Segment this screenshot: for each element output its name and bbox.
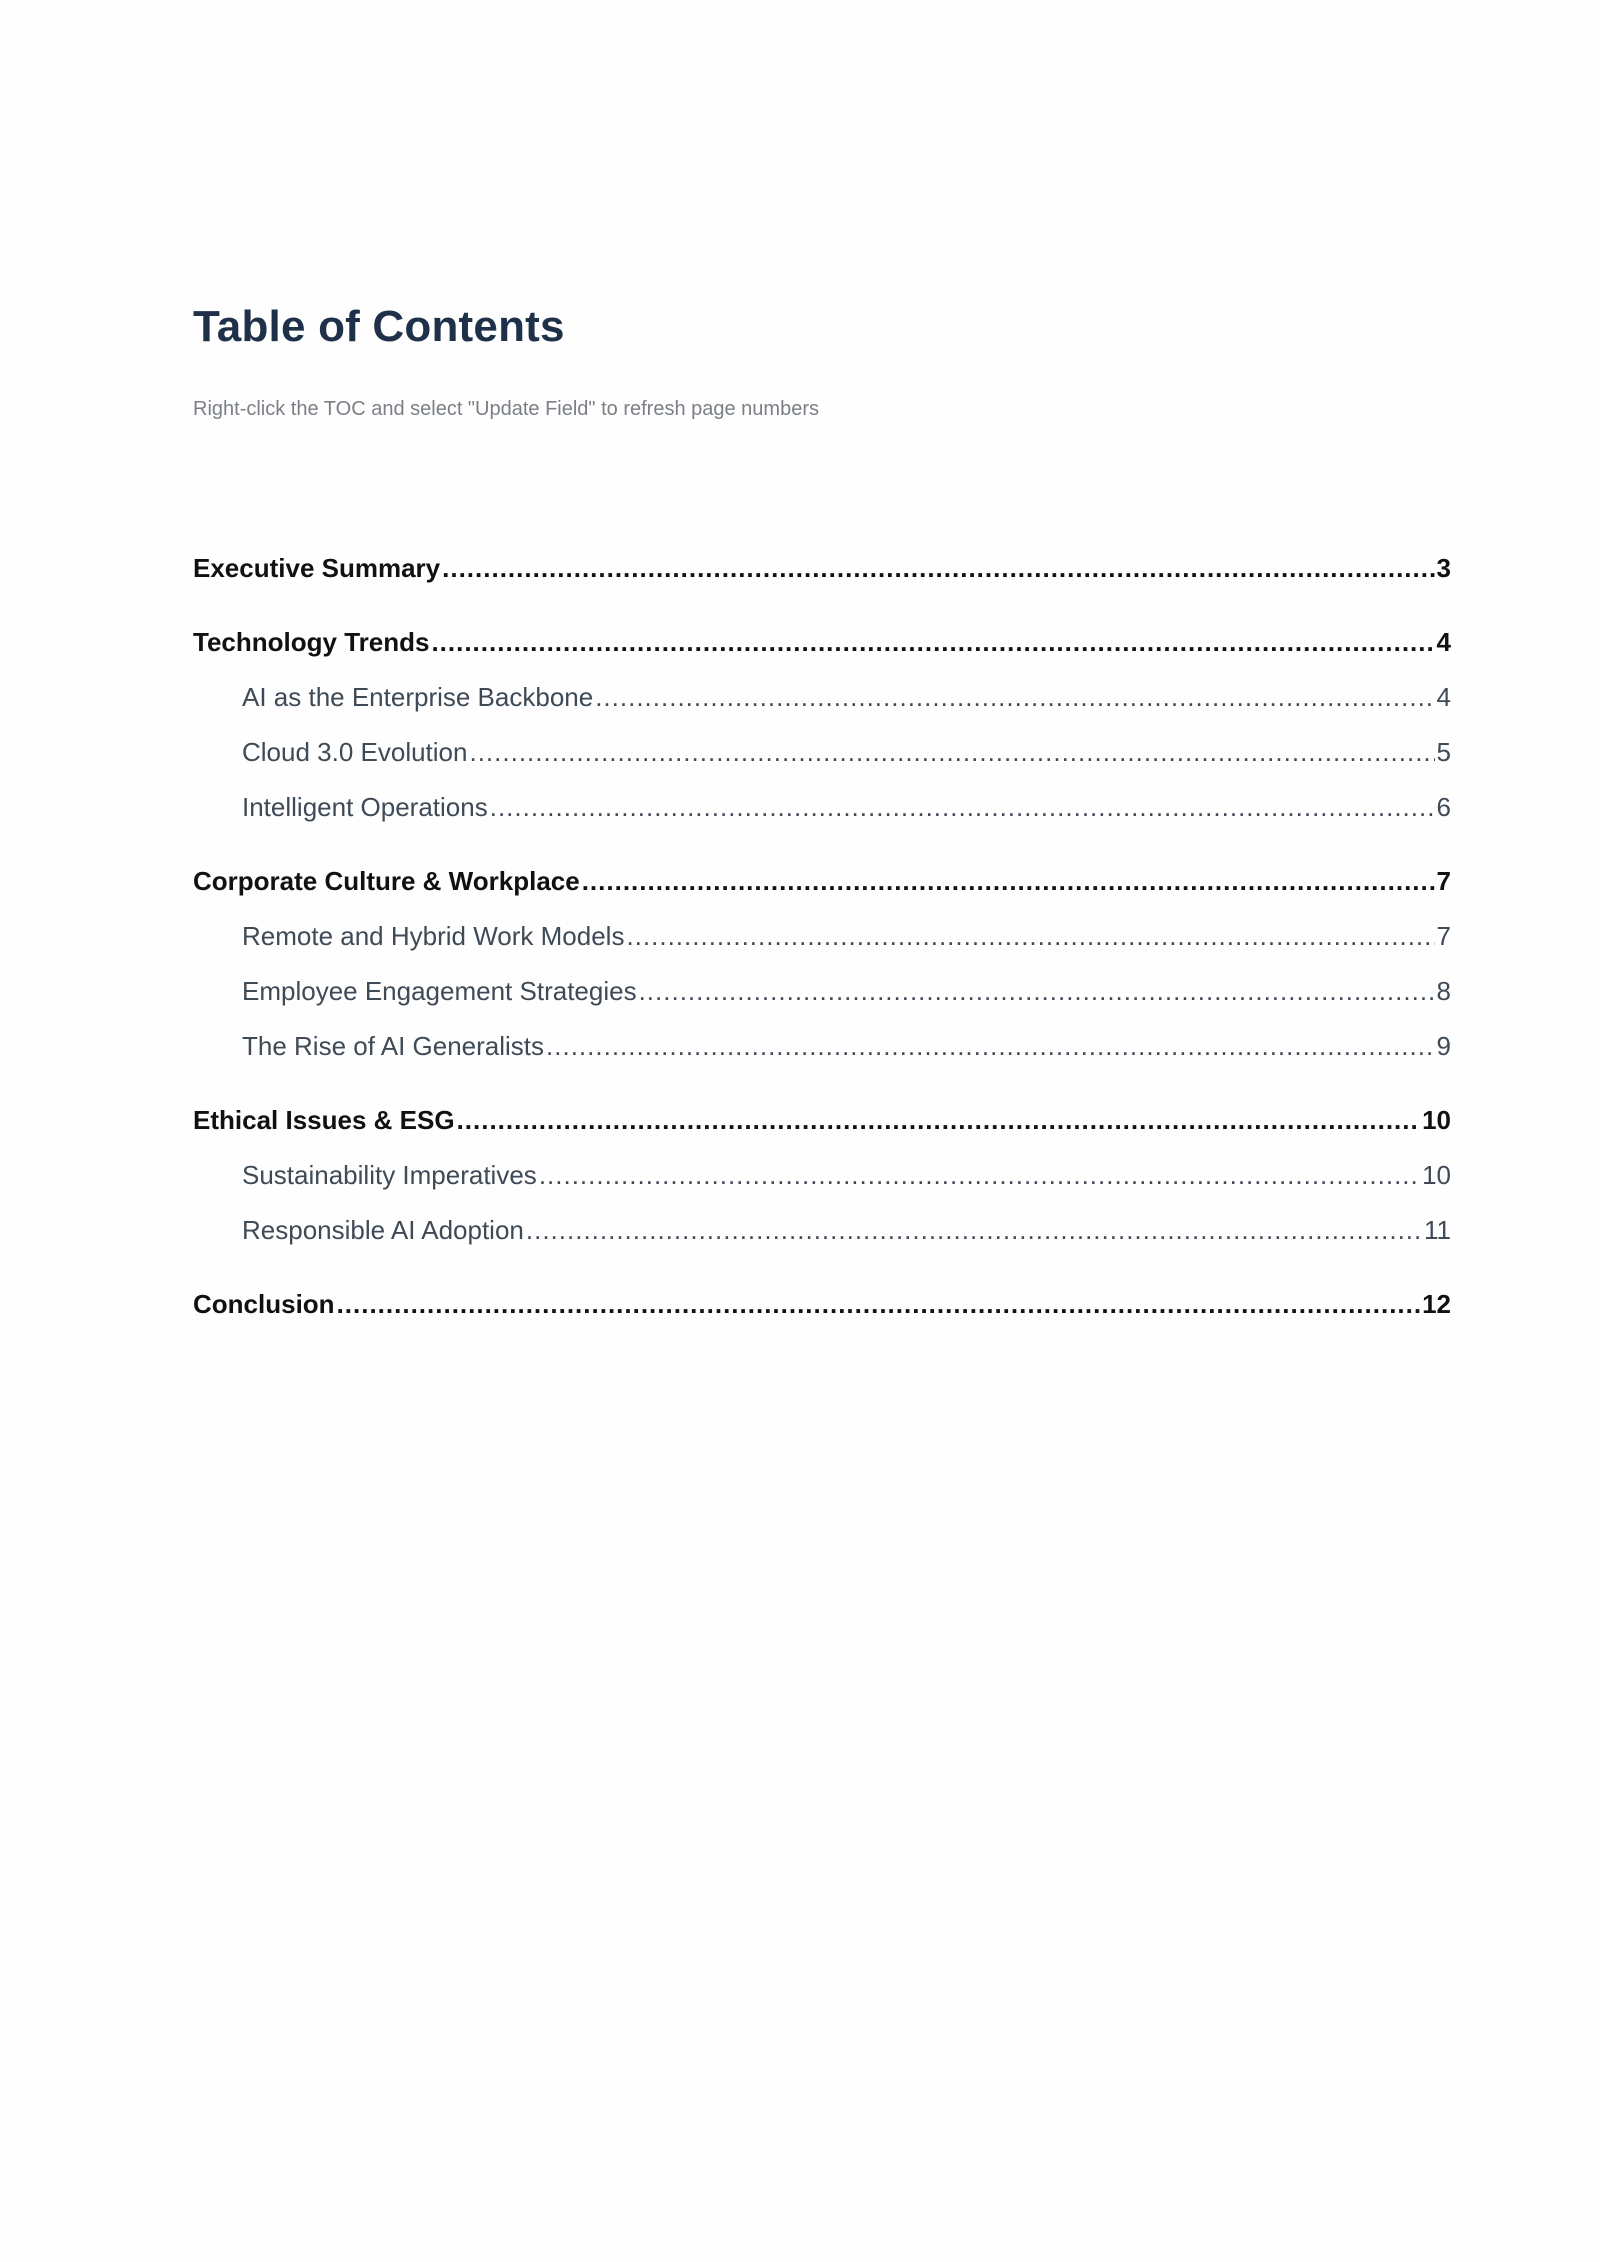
toc-dot-leader — [490, 780, 1435, 835]
toc-entry-label: Technology Trends — [193, 627, 430, 657]
toc-entry-corporate-culture[interactable] — [193, 853, 1451, 909]
toc-entry-label: Intelligent Operations — [242, 792, 488, 822]
toc-entry-sustainability-imperatives[interactable] — [193, 1148, 1451, 1203]
toc-page-number: 3 — [1436, 553, 1451, 583]
toc-entry-responsible-ai-adoption[interactable] — [193, 1203, 1451, 1258]
toc-entry-executive-summary[interactable] — [193, 540, 1451, 596]
toc-page-number: 4 — [1436, 627, 1451, 657]
toc-dot-leader — [539, 1148, 1420, 1203]
toc-entry-technology-trends[interactable] — [193, 614, 1451, 670]
toc-entry-ai-generalists[interactable] — [193, 1019, 1451, 1074]
toc-entry-intelligent-operations[interactable] — [193, 780, 1451, 835]
toc-entry-label: AI as the Enterprise Backbone — [242, 682, 594, 712]
toc-entry-label: Employee Engagement Strategies — [242, 976, 637, 1006]
toc-page-number: 10 — [1422, 1160, 1451, 1190]
toc-page-number: 5 — [1436, 737, 1451, 767]
toc-page-number: 7 — [1436, 921, 1451, 951]
toc-entry-employee-engagement[interactable] — [193, 964, 1451, 1019]
toc-entry-ai-enterprise-backbone[interactable] — [193, 670, 1451, 725]
toc-entry-label: Executive Summary — [193, 553, 441, 583]
toc-page-number: 11 — [1424, 1215, 1451, 1245]
toc-entry-label: Ethical Issues & ESG — [193, 1105, 455, 1135]
toc-dot-leader — [546, 1019, 1435, 1074]
toc-page-number: 12 — [1422, 1289, 1451, 1319]
toc-entry-label: Cloud 3.0 Evolution — [242, 737, 468, 767]
toc-hint: Right-click the TOC and select "Update Field" to refresh page numbers — [193, 398, 819, 420]
toc-dot-leader — [457, 1092, 1421, 1148]
toc-dot-leader — [526, 1203, 1422, 1258]
toc-page-number: 4 — [1436, 682, 1451, 712]
toc-entry-label: Sustainability Imperatives — [242, 1160, 537, 1190]
toc-page-number: 10 — [1422, 1105, 1451, 1135]
toc-page-number: 8 — [1436, 976, 1451, 1006]
toc-entry-conclusion[interactable] — [193, 1276, 1451, 1332]
toc-dot-leader — [626, 909, 1434, 964]
toc-dot-leader — [431, 614, 1434, 670]
toc-page-number: 6 — [1436, 792, 1451, 822]
toc-page-number: 7 — [1436, 866, 1451, 896]
toc-dot-leader — [469, 725, 1434, 780]
toc-entry-label: Responsible AI Adoption — [242, 1215, 524, 1245]
toc-dot-leader — [595, 670, 1434, 725]
toc-list — [193, 540, 1451, 1332]
toc-title: Table of Contents — [193, 302, 565, 351]
toc-dot-leader — [442, 540, 1434, 596]
toc-entry-cloud-evolution[interactable] — [193, 725, 1451, 780]
toc-entry-ethical-issues-esg[interactable] — [193, 1092, 1451, 1148]
toc-entry-label: Remote and Hybrid Work Models — [242, 921, 625, 951]
toc-dot-leader — [639, 964, 1435, 1019]
toc-dot-leader — [582, 853, 1435, 909]
toc-entry-remote-hybrid-work[interactable] — [193, 909, 1451, 964]
toc-page-number: 9 — [1436, 1031, 1451, 1061]
toc-dot-leader — [337, 1276, 1421, 1332]
toc-entry-label: Corporate Culture & Workplace — [193, 866, 580, 896]
toc-entry-label: Conclusion — [193, 1289, 335, 1319]
toc-entry-label: The Rise of AI Generalists — [242, 1031, 545, 1061]
